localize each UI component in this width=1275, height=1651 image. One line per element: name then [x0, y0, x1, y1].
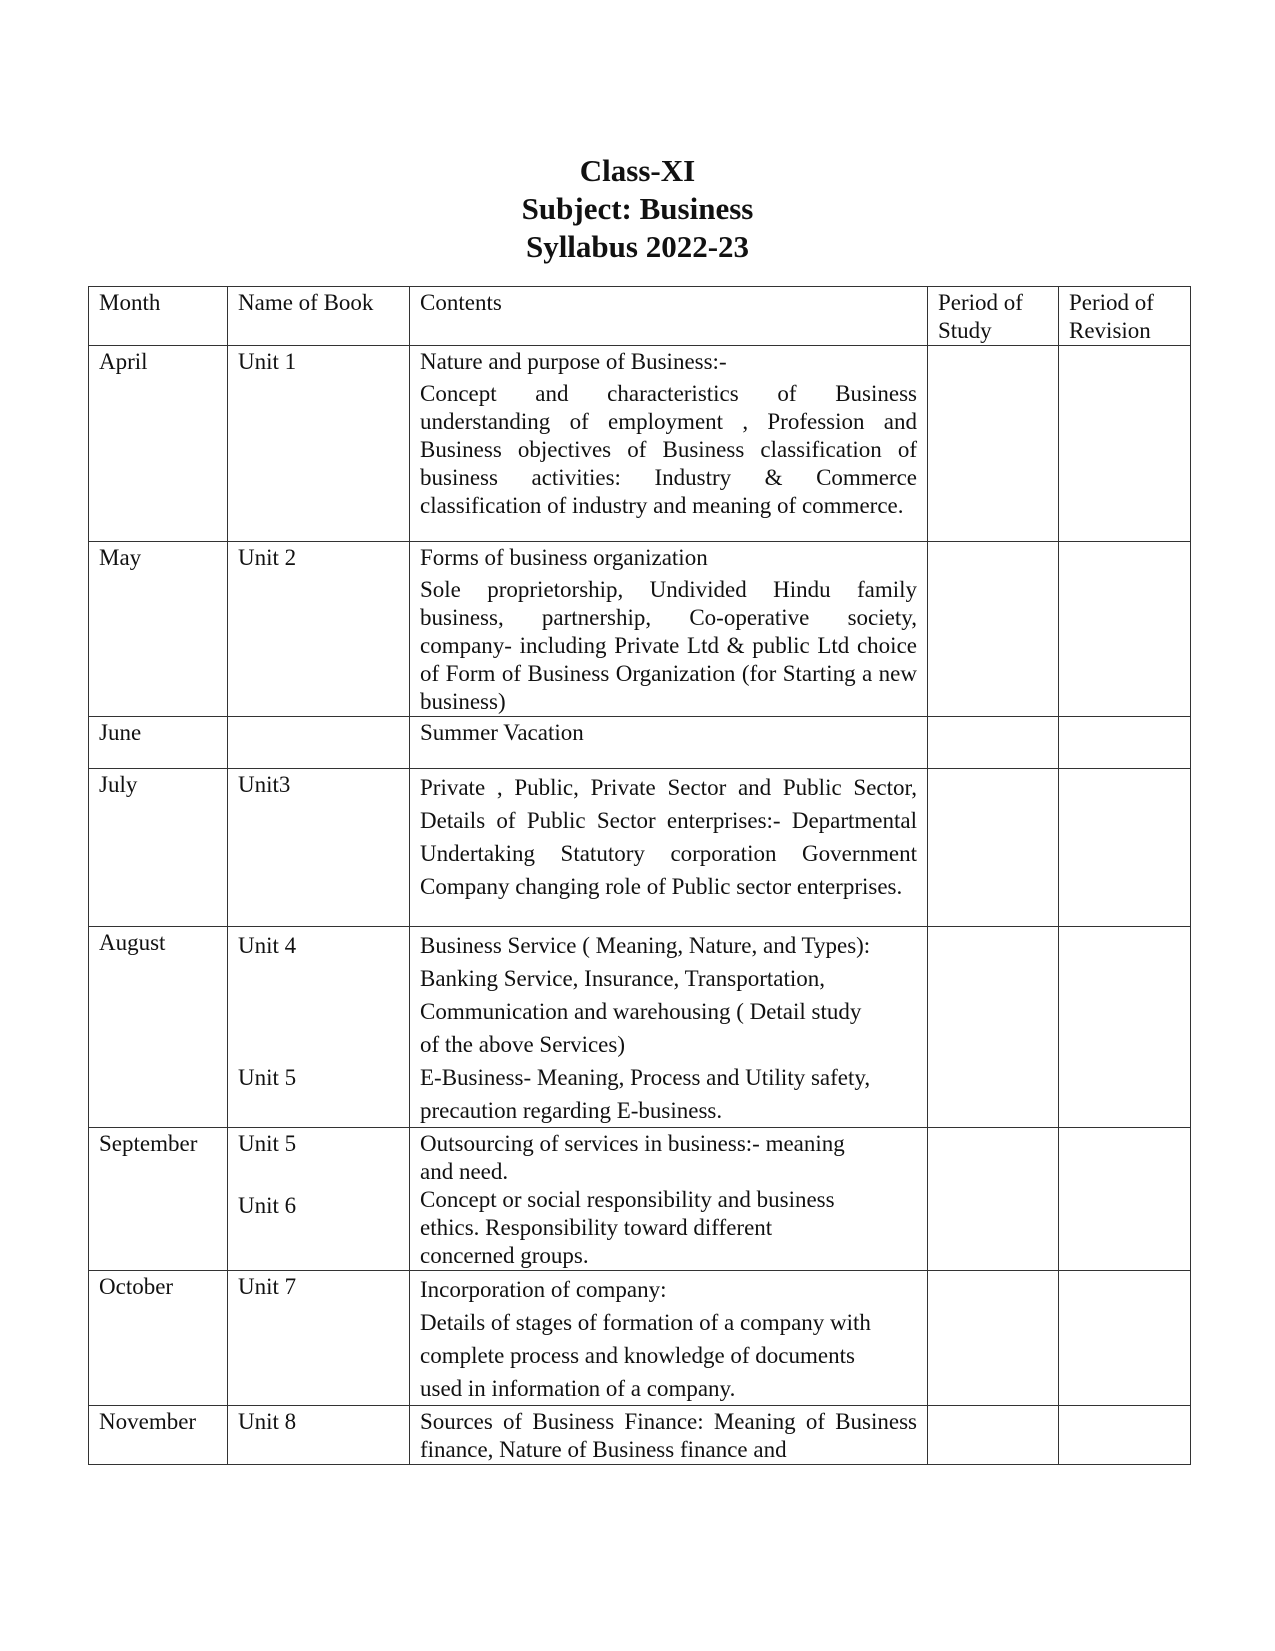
month-cell: June: [89, 717, 228, 769]
study-period-cell: [928, 346, 1059, 542]
revision-period-cell: [1059, 346, 1191, 542]
table-header-row: [89, 287, 1191, 346]
book-unit: Unit 5: [238, 1065, 297, 1090]
table-row: [89, 1128, 1191, 1271]
study-period-cell: [928, 1128, 1059, 1271]
study-period-cell: [928, 542, 1059, 717]
table-row: [89, 1406, 1191, 1465]
contents-line: used in information of a company.: [420, 1376, 736, 1401]
book-cell: Unit3: [228, 769, 410, 927]
contents-title: Forms of business organization: [420, 545, 708, 570]
study-period-cell: [928, 769, 1059, 927]
contents-line: Outsourcing of services in business:- meaning: [420, 1131, 845, 1156]
month-cell: May: [89, 542, 228, 717]
month-cell: October: [89, 1271, 228, 1406]
header-month: Month: [89, 287, 228, 346]
contents-line: concerned groups.: [420, 1243, 589, 1268]
book-unit: Unit 4: [238, 933, 297, 958]
study-period-cell: [928, 717, 1059, 769]
contents-cell: [410, 346, 928, 542]
month-cell: July: [89, 769, 228, 927]
contents-cell: [410, 927, 928, 1128]
contents-line: Incorporation of company:: [420, 1277, 667, 1302]
table-row: [89, 769, 1191, 927]
book-cell: Unit 7: [228, 1271, 410, 1406]
revision-period-cell: [1059, 542, 1191, 717]
revision-period-cell: [1059, 1406, 1191, 1465]
contents-line: Communication and warehousing ( Detail study: [420, 999, 862, 1024]
book-cell: Unit 1: [228, 346, 410, 542]
contents-line: ethics. Responsibility toward different: [420, 1215, 773, 1240]
table-row: [89, 346, 1191, 542]
syllabus-table: [88, 286, 1191, 1465]
contents-line: E-Business- Meaning, Process and Utility safety,: [420, 1065, 871, 1090]
class-title: Class-XI: [579, 153, 696, 188]
contents-cell: [410, 542, 928, 717]
table-row: [89, 927, 1191, 1128]
contents-line: Concept or social responsibility and business: [420, 1187, 835, 1212]
contents-body: Sources of Business Finance: Meaning of Business finance, Nature of Business finance and: [420, 1409, 917, 1462]
table-row: [89, 1271, 1191, 1406]
month-cell: November: [89, 1406, 228, 1465]
revision-period-cell: [1059, 1128, 1191, 1271]
contents-cell: [410, 1128, 928, 1271]
revision-period-cell: [1059, 769, 1191, 927]
contents-line: and need.: [420, 1159, 509, 1184]
study-period-cell: [928, 927, 1059, 1128]
contents-body: Sole proprietorship, Undivided Hindu family business, partnership, Co-operative society, company- including Private Ltd & public Ltd choice of Form of Business Organization (for Starting a new business): [420, 577, 917, 714]
syllabus-title: Syllabus 2022-23: [525, 229, 750, 264]
contents-cell: [410, 1271, 928, 1406]
subject-title: Subject: Business: [521, 191, 754, 226]
contents-cell: [410, 717, 928, 769]
book-unit: Unit 6: [238, 1193, 297, 1218]
contents-line: complete process and knowledge of documents: [420, 1343, 855, 1368]
month-cell: August: [89, 927, 228, 1128]
contents-line: Banking Service, Insurance, Transportation,: [420, 966, 825, 991]
header-contents: Contents: [410, 287, 928, 346]
contents-title: Summer Vacation: [420, 720, 584, 745]
revision-period-cell: [1059, 927, 1191, 1128]
book-cell: Unit 2: [228, 542, 410, 717]
contents-body: Concept and characteristics of Business understanding of employment , Profession and Business objectives of Business classification of business activities: Industry & Commerce classification of industry and meaning of commerce.: [420, 381, 917, 518]
table-row: [89, 542, 1191, 717]
revision-period-cell: [1059, 717, 1191, 769]
book-cell: [228, 1128, 410, 1271]
table-row: [89, 717, 1191, 769]
header-period-of-revision: Period of Revision: [1059, 287, 1191, 346]
contents-cell: [410, 769, 928, 927]
contents-line: Details of stages of formation of a company with: [420, 1310, 871, 1335]
contents-cell: [410, 1406, 928, 1465]
study-period-cell: [928, 1406, 1059, 1465]
contents-line: Business Service ( Meaning, Nature, and Types):: [420, 933, 871, 958]
header-book: Name of Book: [228, 287, 410, 346]
contents-body: Private , Public, Private Sector and Public Sector, Details of Public Sector enterprises:- Departmental Undertaking Statutory corporation Government Company changing role of Public sector enterprises.: [420, 775, 917, 899]
study-period-cell: [928, 1271, 1059, 1406]
book-cell: Unit 8: [228, 1406, 410, 1465]
contents-line: of the above Services): [420, 1032, 626, 1057]
book-cell: [228, 927, 410, 1128]
contents-line: precaution regarding E-business.: [420, 1098, 723, 1123]
contents-title: Nature and purpose of Business:-: [420, 349, 727, 374]
book-cell: [228, 717, 410, 769]
header-period-of-study: Period of Study: [928, 287, 1059, 346]
revision-period-cell: [1059, 1271, 1191, 1406]
book-unit: Unit 5: [238, 1131, 297, 1156]
month-cell: September: [89, 1128, 228, 1271]
document-heading: [0, 152, 1275, 266]
month-cell: April: [89, 346, 228, 542]
